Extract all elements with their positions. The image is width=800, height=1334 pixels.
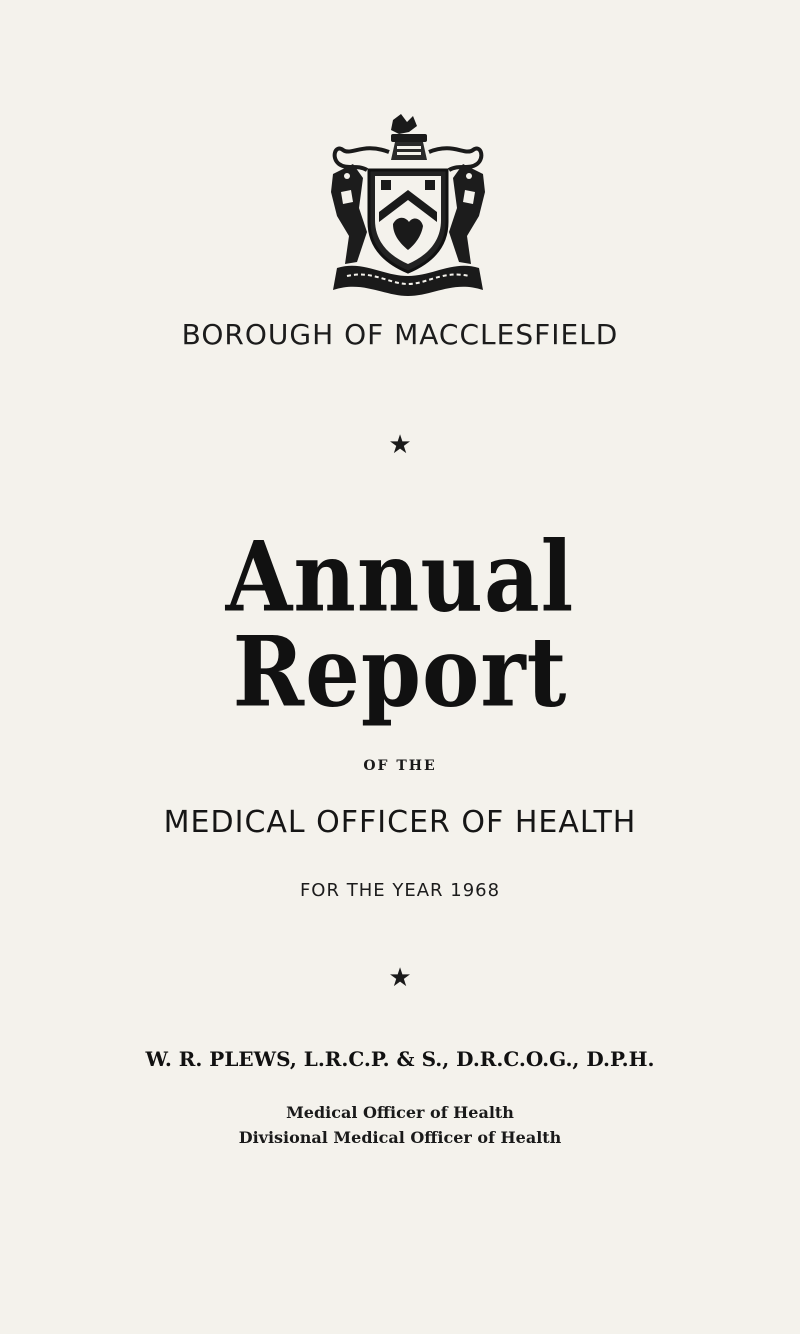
- author-role-divisional: Divisional Medical Officer of Health: [238, 1128, 562, 1147]
- star-ornament-icon: ★: [388, 430, 412, 460]
- borough-heading: BOROUGH OF MACCLESFIELD: [181, 318, 619, 351]
- star-ornament-icon: ★: [388, 963, 412, 993]
- report-title-report: Report: [232, 615, 568, 729]
- borough-coat-of-arms-icon: [323, 112, 493, 302]
- author-role-moh: Medical Officer of Health: [286, 1103, 514, 1122]
- report-subject: MEDICAL OFFICER OF HEALTH: [163, 805, 637, 840]
- author-name: W. R. PLEWS, L.R.C.P. & S., D.R.C.O.G., D.P.H.: [145, 1047, 655, 1071]
- report-period: FOR THE YEAR 1968: [299, 880, 501, 901]
- title-connector: OF THE: [363, 758, 437, 774]
- report-title-annual: Annual: [225, 520, 575, 634]
